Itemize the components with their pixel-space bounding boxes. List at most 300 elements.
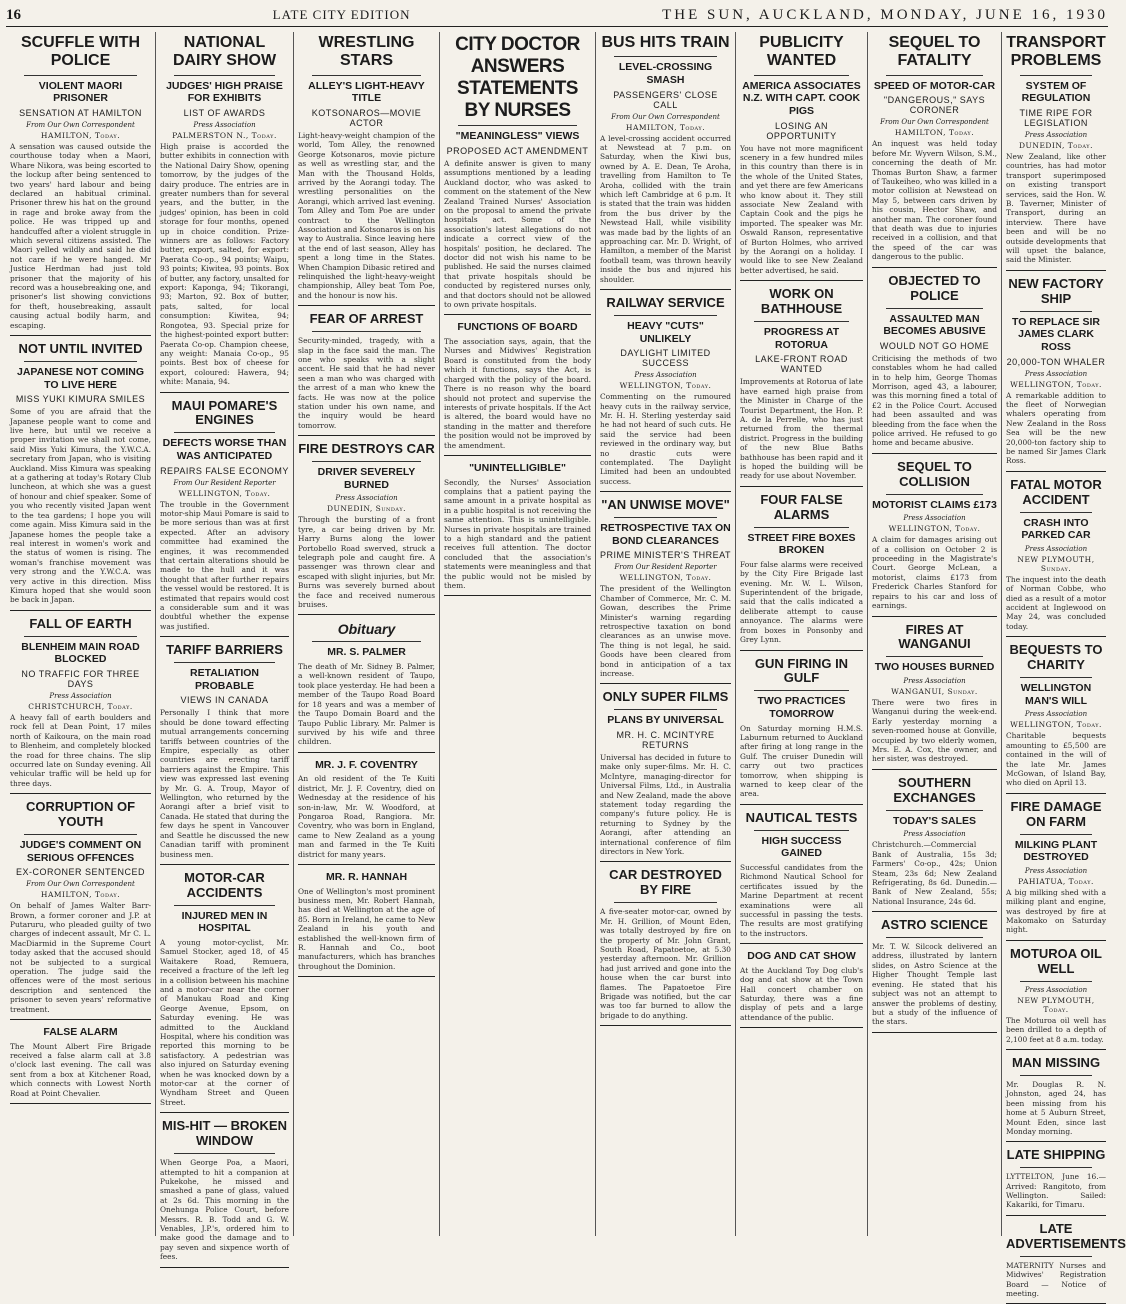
subheadline: SPEED OF MOTOR-CAR	[873, 79, 996, 92]
headline: NATIONAL DAIRY SHOW	[172, 34, 277, 70]
subheadline: VIOLENT MAORI PRISONER	[38, 79, 123, 105]
divider	[886, 810, 983, 811]
subheadline: ASSAULTED MAN BECOMES ABUSIVE	[883, 312, 986, 338]
story	[10, 34, 151, 336]
story	[10, 342, 151, 611]
story-body: On Saturday morning H.M.S. Laburnum returned to Auckland after firing at long range in the Gulf. The cruiser Dunedin will carry out two practices tomorrow, when shipping is warned to keep clear of the area.	[740, 723, 863, 799]
story-body: On behalf of James Walter Barr-Brown, a former coroner and J.P. at Putaruru, who pleaded guilty of two charges of indecent assault, Mr C. L. MacDiarmid in the Supreme Court today asked that the accused should not be subjected to a surgical operation. The judge said the offences were of the most serious description and sentenced the prisoner to seven years' reformative treatment.	[10, 901, 151, 1014]
story	[160, 643, 289, 865]
story-body: MATERNITY Nurses and Midwives' Registration Board — Notice of meeting.	[1006, 1260, 1106, 1298]
headline: ONLY SUPER FILMS	[602, 689, 729, 705]
story-body: When George Poa, a Maori, attempted to hit a companion at Pukekohe, he missed and smashed a pane of glass, valued at 2s 6d. This morning in the Onehunga Police Court, before Messrs. R. B. Todd and G. W. Venables, J.P.'s, ordered him to make good the damage and to pay seven and sixpence worth of fees.	[160, 1158, 289, 1262]
subheadline: TWO HOUSES BURNED	[874, 661, 995, 674]
headline: SEQUEL TO FATALITY	[888, 34, 981, 70]
story-separator	[10, 335, 151, 336]
subheadline: FALSE ALARM	[43, 1026, 118, 1039]
column-7	[868, 32, 1002, 1236]
story-separator	[10, 1019, 151, 1020]
subheadline: TIME RIPE FOR LEGISLATION	[1019, 107, 1093, 128]
headline: WORK ON BATHHOUSE	[760, 286, 843, 317]
place-line: WELLINGTON, Today.	[1010, 379, 1102, 389]
story-separator	[298, 435, 435, 436]
headline: GUN FIRING IN GULF	[754, 655, 849, 686]
column-2	[156, 32, 294, 1262]
story	[1006, 643, 1106, 794]
subheadline: MR. R. HANNAH	[325, 870, 408, 883]
divider	[754, 321, 849, 322]
divider	[1020, 1167, 1092, 1168]
divider	[1020, 311, 1092, 312]
divider	[312, 461, 421, 462]
dateline: Press Association	[634, 371, 697, 380]
divider	[24, 834, 137, 835]
place-line: PAHIATUA, Today.	[1018, 876, 1094, 886]
story	[872, 623, 997, 770]
story-separator	[600, 861, 731, 862]
story-separator	[298, 305, 435, 306]
divider	[886, 494, 983, 495]
story	[298, 312, 435, 436]
column-5	[596, 32, 736, 1236]
story-body: A heavy fall of earth boulders and rock fell at Dean Point, 17 miles north of Kaikoura, on the main road to Blenheim, and completely blocked the road for three chains. The slip occurred late on Sunday evening. All vehicular traffic will be held up for three days.	[10, 712, 151, 788]
story-body: Through the bursting of a front tyre, a car being driven by Mr. Harry Burns along the lower Portobello Road swerved, struck a telegraph pole and caught fire. A passenger was thrown clear and escaped with slight injuries, but Mr. Burns was severely burned about the face and received numerous bruises.	[298, 515, 435, 610]
headline: NEW FACTORY SHIP	[1008, 275, 1104, 306]
story-body: Successful candidates from the Richmond Nautical School for certificates issued by the Marine Department at recent examinations were all successful in passing the tests. The results are most gratifying to the instructors.	[740, 862, 863, 938]
subheadline: BLENHEIM MAIN ROAD BLOCKED	[21, 640, 140, 666]
dateline: From Our Own Correspondent	[26, 880, 135, 889]
headline: BUS HITS TRAIN	[601, 34, 730, 51]
story-separator	[298, 976, 435, 977]
place-line: CHRISTCHURCH, Today.	[28, 701, 133, 711]
headline: TRANSPORT PROBLEMS	[1006, 34, 1106, 70]
place-line: WELLINGTON, Today.	[178, 488, 271, 498]
subheadline: AMERICA ASSOCIATES N.Z. WITH CAPT. COOK PIGS	[742, 79, 861, 117]
subheadline: PROGRESS AT ROTORUA	[763, 326, 840, 351]
divider	[614, 902, 717, 903]
subheadline: RETROSPECTIVE TAX ON BOND CLEARANCES	[600, 522, 731, 547]
story	[600, 34, 731, 290]
story	[298, 621, 435, 752]
dateline: Press Association	[1024, 985, 1088, 994]
story	[160, 871, 289, 1113]
place-line: NEW PLYMOUTH, Today.	[1017, 995, 1095, 1014]
edition-label: LATE CITY EDITION	[272, 7, 411, 22]
story	[160, 399, 289, 638]
subheadline: MOTORIST CLAIMS £173	[872, 498, 997, 511]
story-separator	[872, 267, 997, 268]
subheadline: TODAY'S SALES	[892, 814, 977, 827]
story-separator	[740, 280, 863, 281]
divider	[312, 75, 421, 76]
story-separator	[872, 453, 997, 454]
dateline: From Our Resident Reporter	[614, 563, 717, 572]
story-body: A sensation was caused outside the courthouse today when a Maori, Whare Nikora, was being escorted to the lockup after being sentenced to two years' hard labour and being declared an habitual criminal. Prisoner threw his hat on the ground in rage and broke away from the police. He was tripped up and handcuffed after a violent struggle in which several citizens assisted. The Maori yelled wildly and said he did not care if he were hanged. Mr Justice Herdman had just told prisoner that the majority of his record was a housebreaking one, and prisoner's list showing convictions for theft, housebreaking, assault causing actual bodily harm, and escaping.	[10, 141, 151, 330]
divider	[1020, 512, 1092, 513]
dateline: From Our Own Correspondent	[611, 112, 720, 121]
story	[600, 498, 731, 684]
story-body: An inquest was held today before Mr. Wyvern Wilson, S.M., concerning the death of Mr. Thomas Burton Shaw, a farmer of Taukeiheo, who was killed in a motor collision at Newstead on May 5, between cars driven by his cousin, Hector Shaw, and another man. The coroner found that death was due to injuries received in a collision, and that the speed of the car was dangerous to the public.	[872, 139, 997, 262]
subheadline: HIGH SUCCESS GAINED	[761, 834, 842, 860]
dateline: Press Association	[1024, 130, 1088, 139]
headline: MOTUROA OIL WELL	[1010, 945, 1102, 976]
headline: ASTRO SCIENCE	[881, 917, 988, 933]
subheadline: PASSENGERS' CLOSE CALL	[613, 89, 718, 110]
subheadline: PROPOSED ACT AMENDMENT	[446, 145, 589, 156]
story-separator	[740, 650, 863, 651]
story-separator	[740, 804, 863, 805]
story-separator	[298, 614, 435, 615]
story-body: High praise is accorded the butter exhibits in connection with the National Dairy Show, opening tomorrow, by the judges of the dairy produce. The entries are in greater numbers than for several years, and the butter, in the judges' opinion, has been in cold storage for four months, opened up in choice condition. Prize-winners are as follows: Factory butter, export, salted, for export: Paerata Co-op., 94 points; Waipu, 93 points; Kiwitea, 93 points. Box of butter, any factory, unsalted for export: Kaponga, 94; Tikorangi, 93; Marton, 92. Box of butter, pats, salted, for local consumption: Kiwitea, 94; Rongotea, 93. Special prize for the highest-pointed export butter: Paerata Co-op. Champion cheese, any weight: Manaia Co-op., 95 points. Best box of cheese for export, coloured: Hawera, 94; white: Manaia, 94.	[160, 141, 289, 387]
headline: WRESTLING STARS	[318, 34, 415, 70]
story-separator	[600, 1025, 731, 1026]
story	[872, 918, 997, 1033]
place-line: PALMERSTON N., Today.	[172, 130, 277, 140]
story-body: An old resident of the Te Kuiti district, Mr. J. F. Coventry, died on Wednesday at the residence of his son-in-law, Mr. W. Woodford, at Pongaroa Road, Rangiora. Mr. Coventry, who was born in England, came to New Zealand as a young man and farmed in the Te Kuiti district for many years.	[298, 774, 435, 859]
dateline: Press Association	[903, 514, 966, 523]
subheadline: VIEWS IN CANADA	[180, 695, 269, 706]
story	[740, 287, 863, 487]
story-separator	[600, 289, 731, 290]
story	[1006, 1148, 1106, 1216]
headline: FIRE DESTROYS CAR	[298, 441, 435, 457]
story	[872, 460, 997, 617]
divider	[174, 432, 275, 433]
story-body: Some of you are afraid that the Japanese people want to come and live here, but until we receive a proper invitation we shall not come, said Miss Yuki Kimura, the Y.W.C.A. secretary from Japan, who is visiting Auckland. Miss Kimura was speaking at a gathering at today's Rotary Club luncheon, at which she was a guest of honour and chief speaker. Some of you who recently visited Japan went to the tea gardens; I hope you will come again. Miss Kimura said in the Japanese homes the people take a real interest in women's work and the status of women is rising. The woman's franchise movement was very strong and the Y.W.C.A. was very active in this direction. Miss Kimura hoped that she would soon be back in Japan.	[10, 407, 151, 605]
headline: FIRES AT WANGANUI	[898, 621, 971, 652]
story	[1006, 277, 1106, 472]
place-line: HAMILTON, Today.	[625, 122, 706, 132]
story-body: The Mount Albert Fire Brigade received a false alarm call at 3.8 o'clock last evening. The call was sent from a box at Kitchener Road, which connects with Lowest North Road at Point Chevalier.	[10, 1041, 151, 1098]
headline: FOUR FALSE ALARMS	[760, 491, 843, 522]
divider	[24, 636, 137, 637]
story-body: You have not more magnificent scenery in a few hundred miles in this country than there is in the whole of the United States, and yet there are few Americans who know about it. They still associate New Zealand with Captain Cook and the pigs he imported. The speaker was Mr. Oswald Ranson, representative of Burton Holmes, who arrived by the Aorangi on a holiday. I would like to see New Zealand better advertised, he said.	[740, 143, 863, 275]
subheadline: PLANS BY UNIVERSAL	[607, 714, 724, 727]
story-body: Universal has decided in future to make only super-films. Mr. H. C. McIntyre, managing-director for Universal Films, Ltd., in Australia and New Zealand, made the above statement today regarding the company's future policy. He is returning to Sydney by the Aorangi, after attending an international conference of film directors in New York.	[600, 752, 731, 857]
dateline: Press Association	[1024, 369, 1088, 378]
story-separator	[160, 392, 289, 393]
divider	[174, 905, 275, 906]
divider	[1020, 1256, 1092, 1257]
subheadline: CRASH INTO PARKED CAR	[1021, 516, 1091, 542]
place-line: WELLINGTON, Today.	[619, 573, 712, 583]
story	[872, 274, 997, 454]
story	[600, 868, 731, 1026]
headline: LATE ADVERTISEMENTS	[1006, 1220, 1126, 1251]
story-separator	[1006, 471, 1106, 472]
subheadline: DAYLIGHT LIMITED SUCCESS	[620, 348, 711, 369]
story-body: A young motor-cyclist, Mr. Samuel Stocker, aged 18, of 45 Waitakere Road, Remuera, received a fracture of the left leg in a collision between his machine and a motor-car near the corner of Manukau Road and King George Avenue, Epsom, on Saturday evening. He was admitted to the Auckland Hospital, where his condition was reported this morning to be satisfactory. A pedestrian was also injured on Saturday evening when he was knocked down by a motor-car at the corner of Wyndham Street and Queen Street.	[160, 937, 289, 1107]
subheadline: JUDGES' HIGH PRAISE FOR EXHIBITS	[166, 79, 283, 105]
column-8	[1002, 32, 1126, 1298]
dateline: Press Association	[903, 676, 966, 685]
story-body: Light-heavy-weight champion of the world, Tom Alley, the renowned George Kotsonaros, movie picture as well as wrestling star, and the Man with the Thousand Holds, arrived by the Aorangi today. The wrestling personalities on the Aorangi, which arrived last evening. Tom Alley and Tom Poe are under contract to the Wellington Association and Kotsonaros is on his way to Australia. Since leaving here at the end of last season, Alley has spent a long time in the States. When Champion Dibasic retired and relinquished the light-heavy-weight championship, Alley beat Tom Poe, and the honour is now his.	[298, 130, 435, 300]
story	[740, 34, 863, 281]
story-separator	[740, 943, 863, 944]
divider	[614, 709, 717, 710]
story-body: There were two fires in Wanganui during the week-end. Early yesterday morning a seven-roomed house at Gonville, occupied by two elderly women, Mrs. E. A. Cox, the owner, and her sister, was destroyed.	[872, 697, 997, 764]
dateline: Press Association	[903, 830, 966, 839]
subheadline: TWO PRACTICES TOMORROW	[757, 695, 846, 720]
story-body: Christchurch.—Commercial Bank of Australia, 15s 3d; Farmers' Co-op., 42s; Union Steam, 23s 6d; New Zealand Refrigerating, 8s 6d. Dunedin.—Bank of New Zealand, 55s; National Insurance, 24s 6d.	[872, 840, 997, 906]
story-separator	[872, 769, 997, 770]
place-line: HAMILTON, Today.	[40, 130, 121, 140]
divider	[1020, 834, 1092, 835]
story	[444, 462, 591, 596]
story	[10, 617, 151, 794]
story	[600, 296, 731, 492]
subheadline: DRIVER SEVERELY BURNED	[317, 466, 416, 491]
story-separator	[1006, 940, 1106, 941]
story-separator	[1006, 636, 1106, 637]
column-3	[294, 32, 440, 1236]
divider	[754, 75, 849, 76]
subheadline: WELLINGTON MAN'S WILL	[1020, 682, 1092, 707]
headline: CITY DOCTOR ANSWERS STATEMENTS BY NURSES	[455, 34, 580, 121]
subheadline: REPAIRS FALSE ECONOMY	[160, 465, 289, 476]
story-separator	[10, 1103, 151, 1104]
masthead	[6, 4, 1108, 27]
divider	[312, 641, 421, 642]
story-body: Commenting on the rumoured heavy cuts in the railway service, Mr. H. H. Sterling yesterday said he had not heard of such cuts. He said the service had been reviewed in the ordinary way, but no drastic cuts were contemplated. The Daylight Limited had been an undoubted success.	[600, 392, 731, 486]
headline: MOTOR-CAR ACCIDENTS	[184, 869, 265, 900]
subheadline: SENSATION AT HAMILTON	[19, 107, 142, 118]
story-body: Criticising the methods of two constables whom he had called in to help him, George Thomas Morrison, aged 43, a labourer, was this morning fined a total of £2 in the Police Court. Accused had been assaulted and was bleeding from the face when the police arrived. He refused to go home and became abusive.	[872, 353, 997, 448]
story-body: Security-minded, tragedy, with a slap in the face said the man. The one who speaks with a slight accent. He said that he had never seen a man who was charged with the arrest of a man who knew the facts. He was now at the police station under his own name, and the inquiry would be heard tomorrow.	[298, 336, 435, 430]
divider	[24, 361, 137, 362]
story	[1006, 34, 1106, 271]
story	[10, 1026, 151, 1104]
place-line: WELLINGTON, Today.	[888, 524, 981, 534]
divider	[614, 56, 717, 57]
subheadline: LEVEL-CROSSING SMASH	[618, 61, 713, 86]
divider	[174, 662, 275, 663]
story	[298, 759, 435, 865]
subheadline: MR. H. C. MCINTYRE RETURNS	[616, 729, 715, 750]
story-separator	[600, 683, 731, 684]
story-body: A claim for damages arising out of a collision on October 2 is proceeding in the Magistrate's Court. George McLean, a motorist, claims £173 from Frederick Charles Stanford for repairs to his car and loss of earnings.	[872, 535, 997, 611]
divider	[1020, 677, 1092, 678]
story-separator	[444, 314, 591, 315]
story-separator	[298, 752, 435, 753]
headline: TARIFF BARRIERS	[166, 642, 283, 658]
divider	[458, 125, 577, 126]
place-line: HAMILTON, Today.	[894, 128, 975, 138]
headline: RAILWAY SERVICE	[606, 295, 725, 311]
story-body: Charitable bequests amounting to £5,500 are contained in the will of the late Mr. James McGowan, of Island Bay, who died on April 13.	[1006, 731, 1106, 788]
story-separator	[600, 491, 731, 492]
place-line: WELLINGTON, Today.	[619, 381, 712, 391]
divider	[174, 1153, 275, 1154]
divider	[1020, 1075, 1092, 1076]
divider	[1020, 981, 1092, 982]
story-body: Improvements at Rotorua of late have earned high praise from the Minister in Charge of the Tourist Department, the Hon. P. A. de la Perrelle, who has just returned from the thermal district. Progress in the building of the new Blue Baths bathhouse has been rapid and it is hoped the building will be ready for use about November.	[740, 377, 863, 481]
headline: MIS-HIT — BROKEN WINDOW	[162, 1118, 287, 1149]
subheadline: MR. S. PALMER	[327, 646, 406, 659]
headline: FIRE DAMAGE ON FARM	[1010, 798, 1102, 829]
headline: BEQUESTS TO CHARITY	[1009, 642, 1103, 673]
subheadline: DEFECTS WORSE THAN WAS ANTICIPATED	[162, 437, 287, 462]
dateline: Press Association	[1024, 710, 1088, 719]
story-body: New Zealand, like other countries, has had motor transport superimposed on existing transport services, said the Hon. W. B. Taverner, Minister of Transport, during an interview. There have been and will be no outside developments that will upset the balance, said the Minister.	[1006, 151, 1106, 265]
dateline: Press Association	[193, 120, 256, 129]
divider	[886, 937, 983, 938]
headline: MAUI POMARE'S ENGINES	[171, 397, 278, 428]
subheadline: JUDGE'S COMMENT ON SERIOUS OFFENCES	[19, 839, 142, 864]
headline: OBJECTED TO POLICE	[888, 272, 981, 303]
subheadline: LOSING AN OPPORTUNITY	[766, 120, 837, 141]
story-body: The trouble in the Government motor-ship Maui Pomare is said to be more serious than was at first expected. After an advisory committee had examined the engines, it was recommended that certain alterations should be made to the hull and it was thought that after further repairs the vessel would be restored. It is estimated that repairs would cost a considerable sum and it was doubtful whether the expense was justified.	[160, 499, 289, 631]
story	[872, 776, 997, 912]
headline: FALL OF EARTH	[29, 615, 132, 631]
subheadline: FUNCTIONS OF BOARD	[457, 321, 578, 334]
story-separator	[160, 864, 289, 865]
divider	[886, 656, 983, 657]
divider	[174, 75, 275, 76]
story	[600, 690, 731, 862]
dateline: From Our Own Correspondent	[880, 118, 989, 127]
subheadline: MILKING PLANT DESTROYED	[1014, 838, 1098, 864]
dateline: From Our Resident Reporter	[173, 478, 276, 487]
subheadline: 20,000-TON WHALER	[1006, 356, 1106, 367]
story	[160, 34, 289, 393]
subheadline: "MEANINGLESS" VIEWS	[455, 130, 580, 143]
story	[1006, 947, 1106, 1050]
dateline: Press Association	[49, 691, 112, 700]
story	[1006, 1056, 1106, 1142]
subheadline: JAPANESE NOT COMING TO LIVE HERE	[17, 366, 144, 391]
subheadline: "UNINTELLIGIBLE"	[469, 461, 566, 474]
place-line: WELLINGTON, Today.	[1010, 720, 1102, 730]
subheadline: INJURED MEN IN HOSPITAL	[181, 909, 268, 935]
story-body: Secondly, the Nurses' Association complains that a patient paying the same amount in a private hospital as in a public hospital is not receiving the same attention. This is unintelligible. Nurses in private hospitals are trained to a high standard and the patient receives full attention. The doctor concluded that the association's statements were meaningless and that the public would not be misled by them.	[444, 477, 591, 590]
story	[1006, 1220, 1126, 1304]
story-separator	[10, 793, 151, 794]
headline: FEAR OF ARREST	[309, 311, 424, 327]
subheadline: EX-CORONER SENTENCED	[15, 867, 145, 878]
story-body: LYTTELTON, June 16.—Arrived: Rangitoto, from Wellington. Sailed: Kakariki, for Timaru.	[1006, 1172, 1106, 1210]
divider	[886, 308, 983, 309]
page-number: 16	[6, 6, 21, 23]
headline: PUBLICITY WANTED	[759, 34, 844, 70]
subheadline: DOG AND CAT SHOW	[747, 950, 856, 963]
subheadline: MISS YUKI KIMURA SMILES	[15, 394, 146, 405]
subheadline: "DANGEROUS," SAYS CORONER	[883, 95, 986, 116]
dateline: Press Association	[335, 494, 398, 503]
subheadline: RETALIATION PROBABLE	[189, 667, 260, 692]
divider	[754, 690, 849, 691]
story-separator	[872, 616, 997, 617]
subheadline: TO REPLACE SIR JAMES CLARK ROSS	[1012, 315, 1100, 353]
divider	[24, 75, 137, 76]
story-separator	[444, 595, 591, 596]
story-body: A five-seater motor-car, owned by Mr. H. Grillion, of Mount Eden, was totally destroyed by fire on the property of Mr. John Grant, South Road, Papatoetoe, at 5.30 yesterday afternoon. Mr. Grillion had just arrived and gone into the house when the car burst into flames. The Papatoetoe Fire Brigade was notified, but the car was too far burned to allow the brigade to do anything.	[600, 907, 731, 1020]
story	[298, 34, 435, 306]
divider	[754, 527, 849, 528]
subheadline: MR. J. F. COVENTRY	[315, 758, 418, 771]
place-line: DUNEDIN, Today.	[1019, 140, 1093, 150]
dateline: From Our Own Correspondent	[26, 120, 135, 129]
newspaper-title: THE SUN, AUCKLAND, MONDAY, JUNE 16, 1930	[662, 6, 1108, 23]
headline: NAUTICAL TESTS	[745, 809, 858, 825]
headline: NOT UNTIL INVITED	[18, 341, 143, 357]
headline: Obituary	[337, 621, 396, 638]
subheadline: SYSTEM OF REGULATION	[1021, 79, 1091, 105]
place-line: WANGANUI, Sunday.	[891, 686, 978, 696]
columns-container	[6, 32, 1126, 1298]
divider	[1020, 75, 1092, 76]
subheadline: LAKE-FRONT ROAD WANTED	[755, 354, 848, 375]
story	[740, 657, 863, 805]
story	[160, 1119, 289, 1267]
story-body: A big milking shed with a milking plant and engine, was destroyed by fire at Makomako on Saturday night.	[1006, 887, 1106, 935]
story-separator	[160, 636, 289, 637]
dateline: Press Association	[1024, 866, 1088, 875]
subheadline: WOULD NOT GO HOME	[879, 340, 990, 351]
story-body: Personally I think that more should be done toward effecting mutual arrangements concerning tariffs between countries of the Empire, especially as other countries are erecting tariff barriers against the Empire. This view was expressed last evening by Mr. G. A. Troup, Mayor of Wellington, who returned by the Aorangi after a brief visit to Canada. He stated that during the few days he spent in Vancouver and Seattle he discussed the new Canadian tariff with prominent business men.	[160, 708, 289, 859]
story	[444, 34, 591, 315]
column-1	[6, 32, 156, 1236]
story-body: Mr. Douglas R. N. Johnston, aged 24, has been missing from his home at 5 Auburn Street, Mount Eden, since last Monday morning.	[1006, 1079, 1106, 1136]
story-body: A remarkable addition to the fleet of Norwegian whalers operating from New Zealand in the Ross Sea will be the new 20,000-ton factory ship to be named Sir James Clark Ross.	[1006, 390, 1106, 466]
headline: SOUTHERN EXCHANGES	[893, 774, 976, 805]
story-separator	[740, 1027, 863, 1028]
place-line: NEW PLYMOUTH, Sunday.	[1017, 554, 1095, 573]
story-body: Mr. T. W. Silcock delivered an address, illustrated by lantern slides, on Astro Science at the Higher Thought Temple last evening. He stated that his subject was not an attempt to answer the problems of destiny, but a study of the influence of the stars.	[872, 942, 997, 1027]
story	[740, 493, 863, 651]
column-4	[440, 32, 596, 1236]
divider	[886, 75, 983, 76]
story-body: The inquest into the death of Norman Cobbe, who died as a result of a motor accident at Inglewood on May 24, was concluded today.	[1006, 574, 1106, 631]
subheadline: KOTSONAROS—MOVIE ACTOR	[311, 107, 422, 128]
story-separator	[1006, 1049, 1106, 1050]
story	[1006, 800, 1106, 941]
story	[740, 811, 863, 944]
story-separator	[872, 911, 997, 912]
story	[10, 800, 151, 1020]
story-separator	[740, 486, 863, 487]
story-separator	[1006, 793, 1106, 794]
story-separator	[10, 610, 151, 611]
subheadline: LIST OF AWARDS	[183, 107, 266, 118]
story-body: A definite answer is given to many assumptions mentioned by a leading Auckland doctor, who was asked to comment on the statement of the New Zealand Trained Nurses' Association on the proposal to amend the private hospitals act. Some of the association's latest allegations do not indicate a correct view of the hospitals' position, he declared. The doctor did not wish his name to be published. He said the nurses claimed that private hospitals should be conducted by registered nurses only, and that doctors should not be allowed to own private hospitals.	[444, 158, 591, 310]
story-body: Four false alarms were received by the City Fire Brigade last evening. Mr. W. L. Wilson, Superintendent of the brigade, said that the calls indicated a deliberate attempt to cause annoyance. The alarms were from boxes in Ponsonby and Grey Lynn.	[740, 559, 863, 645]
story	[444, 321, 591, 455]
headline: LATE SHIPPING	[1006, 1147, 1106, 1163]
headline: MAN MISSING	[1011, 1054, 1101, 1070]
subheadline: STREET FIRE BOXES BROKEN	[747, 531, 856, 557]
story	[872, 34, 997, 268]
story-body: At the Auckland Toy Dog club's dog and cat show at the Town Hall concert chamber on Saturday, there was a fine display of pets and a large attendance of the public.	[740, 965, 863, 1022]
subheadline: PRIME MINISTER'S THREAT	[600, 550, 731, 561]
headline: SEQUEL TO COLLISION	[897, 458, 972, 489]
story-separator	[1006, 1215, 1106, 1216]
story-separator	[298, 864, 435, 865]
headline: FATAL MOTOR ACCIDENT	[1010, 476, 1102, 507]
divider	[614, 517, 717, 518]
divider	[754, 830, 849, 831]
divider	[614, 315, 717, 316]
headline: CAR DESTROYED BY FIRE	[609, 867, 722, 898]
place-line: HAMILTON, Today.	[40, 890, 121, 900]
story-body: One of Wellington's most prominent business men, Mr. Robert Hannah, has died at Wellington at the age of 85. Born in Ireland, he came to New Zealand in his youth and established the well-known firm of R. Hannah and Co., boot manufacturers, which has branches throughout the Dominion.	[298, 886, 435, 971]
story-separator	[1006, 1141, 1106, 1142]
story	[1006, 478, 1106, 638]
subheadline: HEAVY "CUTS" UNLIKELY	[627, 320, 704, 345]
subheadline: NO TRAFFIC FOR THREE DAYS	[21, 668, 140, 689]
story	[298, 871, 435, 977]
headline: CORRUPTION OF YOUTH	[25, 799, 136, 830]
headline: SCUFFLE WITH POLICE	[20, 34, 141, 70]
